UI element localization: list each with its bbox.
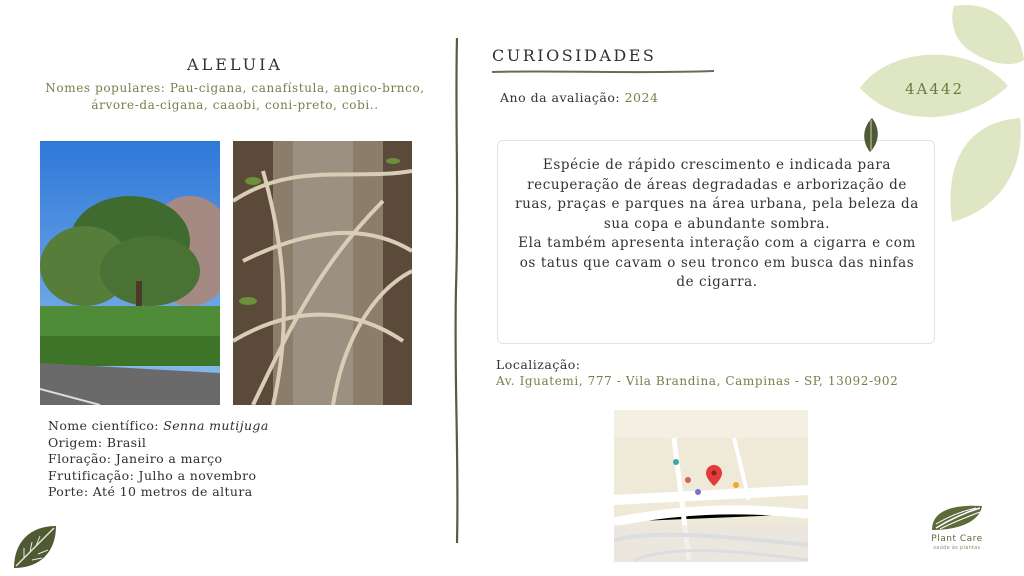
popular-names: Nomes populares: Pau-cigana, canafístula, angico-brnco, árvore-da-cigana, caaobi, coni-preto, cobi.. [45, 81, 425, 112]
evaluation-year: Ano da avaliação: 2024 [500, 90, 659, 105]
location-map[interactable] [614, 410, 808, 562]
leaf-icon [10, 522, 60, 572]
description-text: Espécie de rápido crescimento e indicada para recuperação de áreas degradadas e arborização de ruas, praças e parques na área urbana, pela beleza da sua copa e abundante sombra. Ela também apresenta interação com a cigarra e com os tatus que cavam o seu tronco em busca das ninfas de cigarra. [515, 157, 919, 290]
logo-name: Plant Care [931, 534, 983, 544]
origin: Origem: Brasil [48, 434, 147, 450]
plant-care-logo-icon [930, 502, 984, 532]
location-address[interactable]: Av. Iguatemi, 777 - Vila Brandina, Campinas - SP, 13092-902 [496, 374, 899, 388]
size: Porte: Até 10 metros de altura [48, 484, 253, 499]
trunk-photo [233, 141, 412, 405]
scientific-name: Nome científico: Senna mutijuga [48, 418, 269, 433]
fruiting: Frutificação: Julho a novembro [48, 467, 257, 483]
location-label: Localização: [496, 357, 581, 372]
leaf-icon [864, 118, 878, 152]
title-underline [492, 68, 714, 76]
column-divider [450, 38, 464, 543]
flowering: Floração: Janeiro a março [48, 451, 223, 466]
decorative-leaves [858, 0, 1024, 225]
plant-facts [48, 418, 408, 501]
curiosities-title: CURIOSIDADES [492, 46, 657, 65]
plant-code: 4A442 [905, 80, 965, 98]
logo-tagline: saúde às plantas [933, 545, 981, 551]
tree-photo [40, 141, 220, 405]
page-title: ALELUIA [187, 55, 283, 74]
